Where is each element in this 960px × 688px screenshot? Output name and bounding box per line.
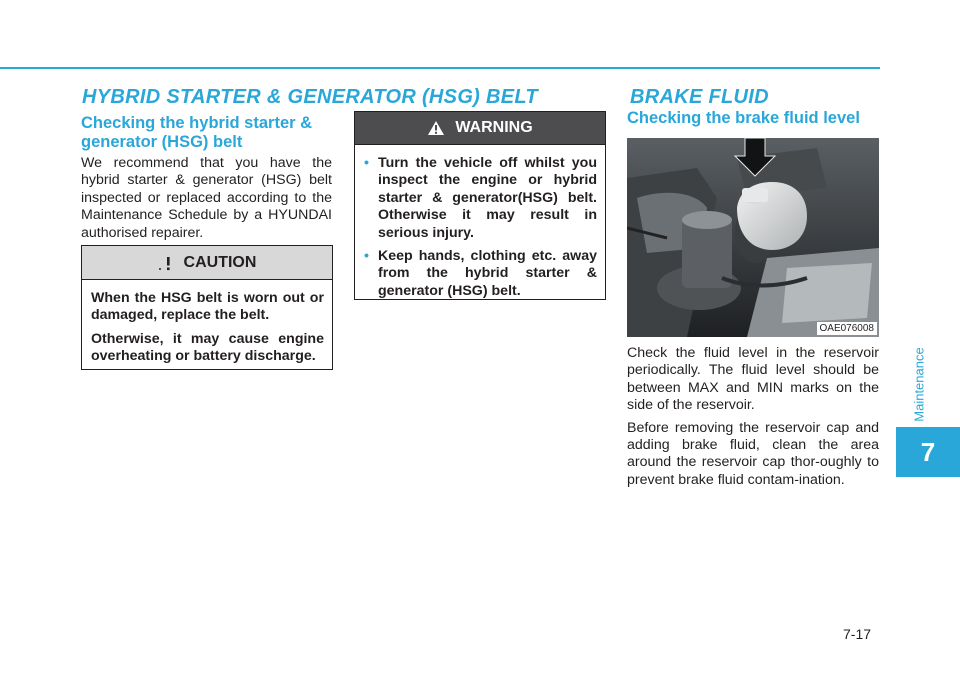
warning-item-1: • Turn the vehicle off whilst you inspect the engine or hybrid starter & generator(HSG) belt. Otherwise it may result in serious injury.	[364, 155, 597, 242]
section-title-brake-fluid: BRAKE FLUID	[630, 86, 769, 108]
chapter-label-text: Maintenance	[911, 346, 927, 422]
caution-box	[81, 245, 333, 370]
warning-body	[355, 145, 605, 314]
subtitle-line-2: generator (HSG) belt	[81, 133, 243, 151]
engine-bay-photo	[627, 138, 879, 337]
image-code: OAE076008	[817, 322, 878, 335]
brake-fluid-body	[627, 345, 879, 494]
subtitle-brake-fluid: Checking the brake fluid level	[627, 109, 860, 127]
brake-fluid-paragraph-2: Before removing the reservoir cap and adding brake fluid, clean the area around the reservoir cap thor-oughly to prevent brake fluid contam-ination.	[627, 419, 879, 488]
subtitle-line-1: Checking the hybrid starter &	[81, 114, 313, 132]
chapter-side-label	[904, 344, 934, 424]
subtitle-hsg-belt	[81, 114, 331, 152]
warning-header	[355, 112, 605, 145]
warning-box	[354, 111, 606, 300]
caution-paragraph-1: When the HSG belt is worn out or damaged, replace the belt.	[91, 290, 324, 324]
warning-label: WARNING	[455, 119, 533, 136]
engine-bay-illustration	[627, 138, 879, 337]
caution-header	[82, 246, 332, 280]
caution-exclamation-icon	[158, 254, 174, 272]
chapter-tab[interactable]	[896, 427, 960, 477]
page-number: 7-17	[843, 626, 872, 642]
brake-fluid-paragraph-1: Check the fluid level in the reservoir periodically. The fluid level should be between MAX and MIN marks on the side of the reservoir.	[627, 345, 879, 414]
caution-label: CAUTION	[183, 253, 257, 271]
caution-paragraph-2: Otherwise, it may cause engine overheating or battery discharge.	[91, 330, 324, 365]
warning-item-2: • Keep hands, clothing etc. away from the hybrid starter & generator (HSG) belt.	[364, 248, 597, 300]
caution-body	[82, 280, 332, 380]
hsg-belt-body	[81, 155, 332, 247]
section-title-hsg-belt: HYBRID STARTER & GENERATOR (HSG) BELT	[82, 86, 538, 108]
chapter-number: 7	[920, 436, 936, 467]
top-rule	[0, 67, 880, 69]
warning-triangle-icon	[427, 120, 445, 136]
warning-list	[364, 155, 597, 300]
hsg-belt-paragraph: We recommend that you have the hybrid starter & generator (HSG) belt inspected or replaced according to the Maintenance Schedule by a HYUNDAI authorised repairer.	[81, 155, 332, 241]
